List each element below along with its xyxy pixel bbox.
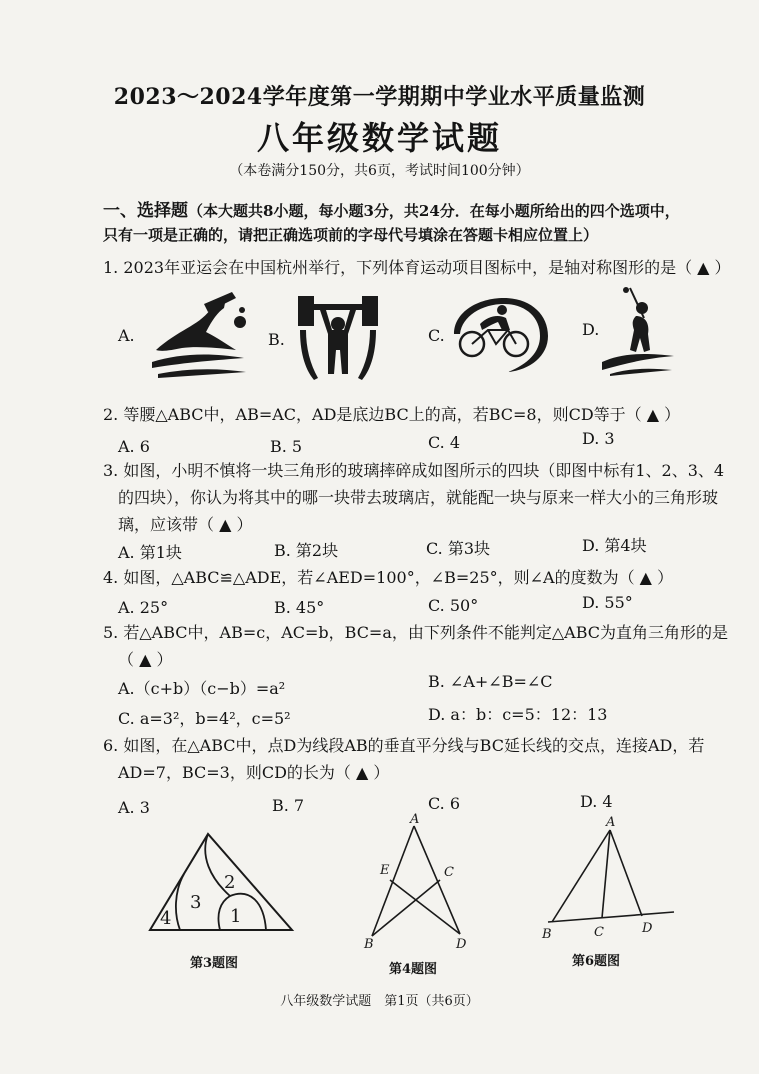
q6-option-a: A. 3 — [118, 798, 150, 817]
figure-3 — [140, 826, 300, 936]
q4-option-b: B. 45° — [274, 598, 325, 617]
q2-option-a: A. 6 — [118, 437, 150, 456]
q5-option-c: C. a=3²，b=4²，c=5² — [118, 709, 291, 728]
q3-option-a: A. 第1块 — [118, 543, 182, 562]
point-b-label-6: B — [542, 927, 552, 942]
figure-4-caption: 第4题图 — [389, 962, 438, 977]
figure-3-caption: 第3题图 — [190, 956, 239, 971]
question-2: 2. 等腰△ABC中，AB=AC，AD是底边BC上的高，若BC=8，则CD等于（ ▲ ） — [103, 405, 681, 424]
question-3-line-2: 的四块），你认为将其中的哪一块带去玻璃店，就能配一块与原来一样大小的三角形玻 — [118, 488, 719, 507]
point-c-label-6: C — [594, 925, 604, 940]
page-footer: 八年级数学试题 第1页（共6页） — [280, 994, 479, 1009]
question-5-line-1: 5. 若△ABC中，AB=c，AC=b，BC=a，由下列条件不能判定△ABC为直角三角形的是 — [103, 623, 729, 642]
piece-3-label: 3 — [190, 892, 202, 913]
cycling-icon — [448, 294, 552, 374]
exam-note: （本卷满分150分，共6页，考试时间100分钟） — [229, 163, 530, 179]
piece-1-label: 1 — [230, 906, 242, 927]
q2-option-c: C. 4 — [428, 433, 461, 452]
q6-option-b: B. 7 — [272, 796, 305, 815]
q1-option-a: A. — [118, 326, 135, 345]
golf-icon — [600, 284, 676, 376]
piece-4-label: 4 — [160, 908, 172, 929]
q5-option-d: D. a：b：c=5：12：13 — [428, 705, 608, 724]
volleyball-icon — [148, 290, 252, 378]
q1-option-b: B. — [268, 330, 285, 349]
section-title: 一、选择题 — [103, 201, 188, 221]
point-a-label-6: A — [606, 815, 616, 830]
question-3-line-3: 璃，应该带（ ▲ ） — [118, 515, 253, 534]
piece-2-label: 2 — [224, 872, 236, 893]
q4-option-d: D. 55° — [582, 593, 633, 612]
q5-option-b: B. ∠A+∠B=∠C — [428, 672, 553, 691]
q4-option-a: A. 25° — [118, 598, 169, 617]
exam-title: 2023～2024学年度第一学期期中学业水平质量监测 — [113, 84, 646, 110]
q2-option-d: D. 3 — [582, 429, 615, 448]
question-5-line-2: （ ▲ ） — [118, 650, 173, 669]
figure-6 — [536, 812, 686, 942]
point-c-label: C — [444, 865, 454, 880]
q1-option-d: D. — [582, 320, 600, 339]
q2-option-b: B. 5 — [270, 437, 303, 456]
q3-option-d: D. 第4块 — [582, 536, 647, 555]
point-e-label: E — [380, 863, 390, 878]
point-b-label: B — [364, 937, 374, 952]
exam-subtitle: 八年级数学试题 — [256, 119, 502, 157]
q4-option-c: C. 50° — [428, 596, 479, 615]
question-4: 4. 如图，△ABC≌△ADE，若∠AED=100°，∠B=25°，则∠A的度数为（ ▲ ） — [103, 568, 674, 587]
point-d-label: D — [456, 937, 467, 952]
section-instruction-2: 只有一项是正确的，请把正确选项前的字母代号填涂在答题卡相应位置上） — [103, 226, 599, 244]
q6-option-d: D. 4 — [580, 792, 613, 811]
q3-option-b: B. 第2块 — [274, 541, 339, 560]
question-3-line-1: 3. 如图，小明不慎将一块三角形的玻璃摔碎成如图所示的四块（即图中标有1、2、3、4 — [103, 461, 725, 480]
weightlifting-icon — [292, 290, 384, 382]
figure-4 — [360, 812, 480, 952]
point-a-label: A — [410, 812, 420, 827]
point-d-label-6: D — [642, 921, 653, 936]
section-heading — [103, 196, 680, 221]
q3-option-c: C. 第3块 — [426, 539, 491, 558]
question-6-line-1: 6. 如图，在△ABC中，点D为线段AB的垂直平分线与BC延长线的交点，连接AD，若 — [103, 736, 705, 755]
section-instruction-1: （本大题共8小题，每小题3分，共24分．在每小题所给出的四个选项中， — [188, 202, 680, 220]
q6-option-c: C. 6 — [428, 794, 461, 813]
question-6-line-2: AD=7，BC=3，则CD的长为（ ▲ ） — [118, 763, 390, 782]
question-1: 1. 2023年亚运会在中国杭州举行，下列体育运动项目图标中，是轴对称图形的是（ ▲ ） — [103, 258, 731, 277]
figure-6-caption: 第6题图 — [572, 954, 621, 969]
q1-option-c: C. — [428, 326, 445, 345]
q5-option-a: A.（c+b）（c−b）=a² — [118, 679, 286, 698]
